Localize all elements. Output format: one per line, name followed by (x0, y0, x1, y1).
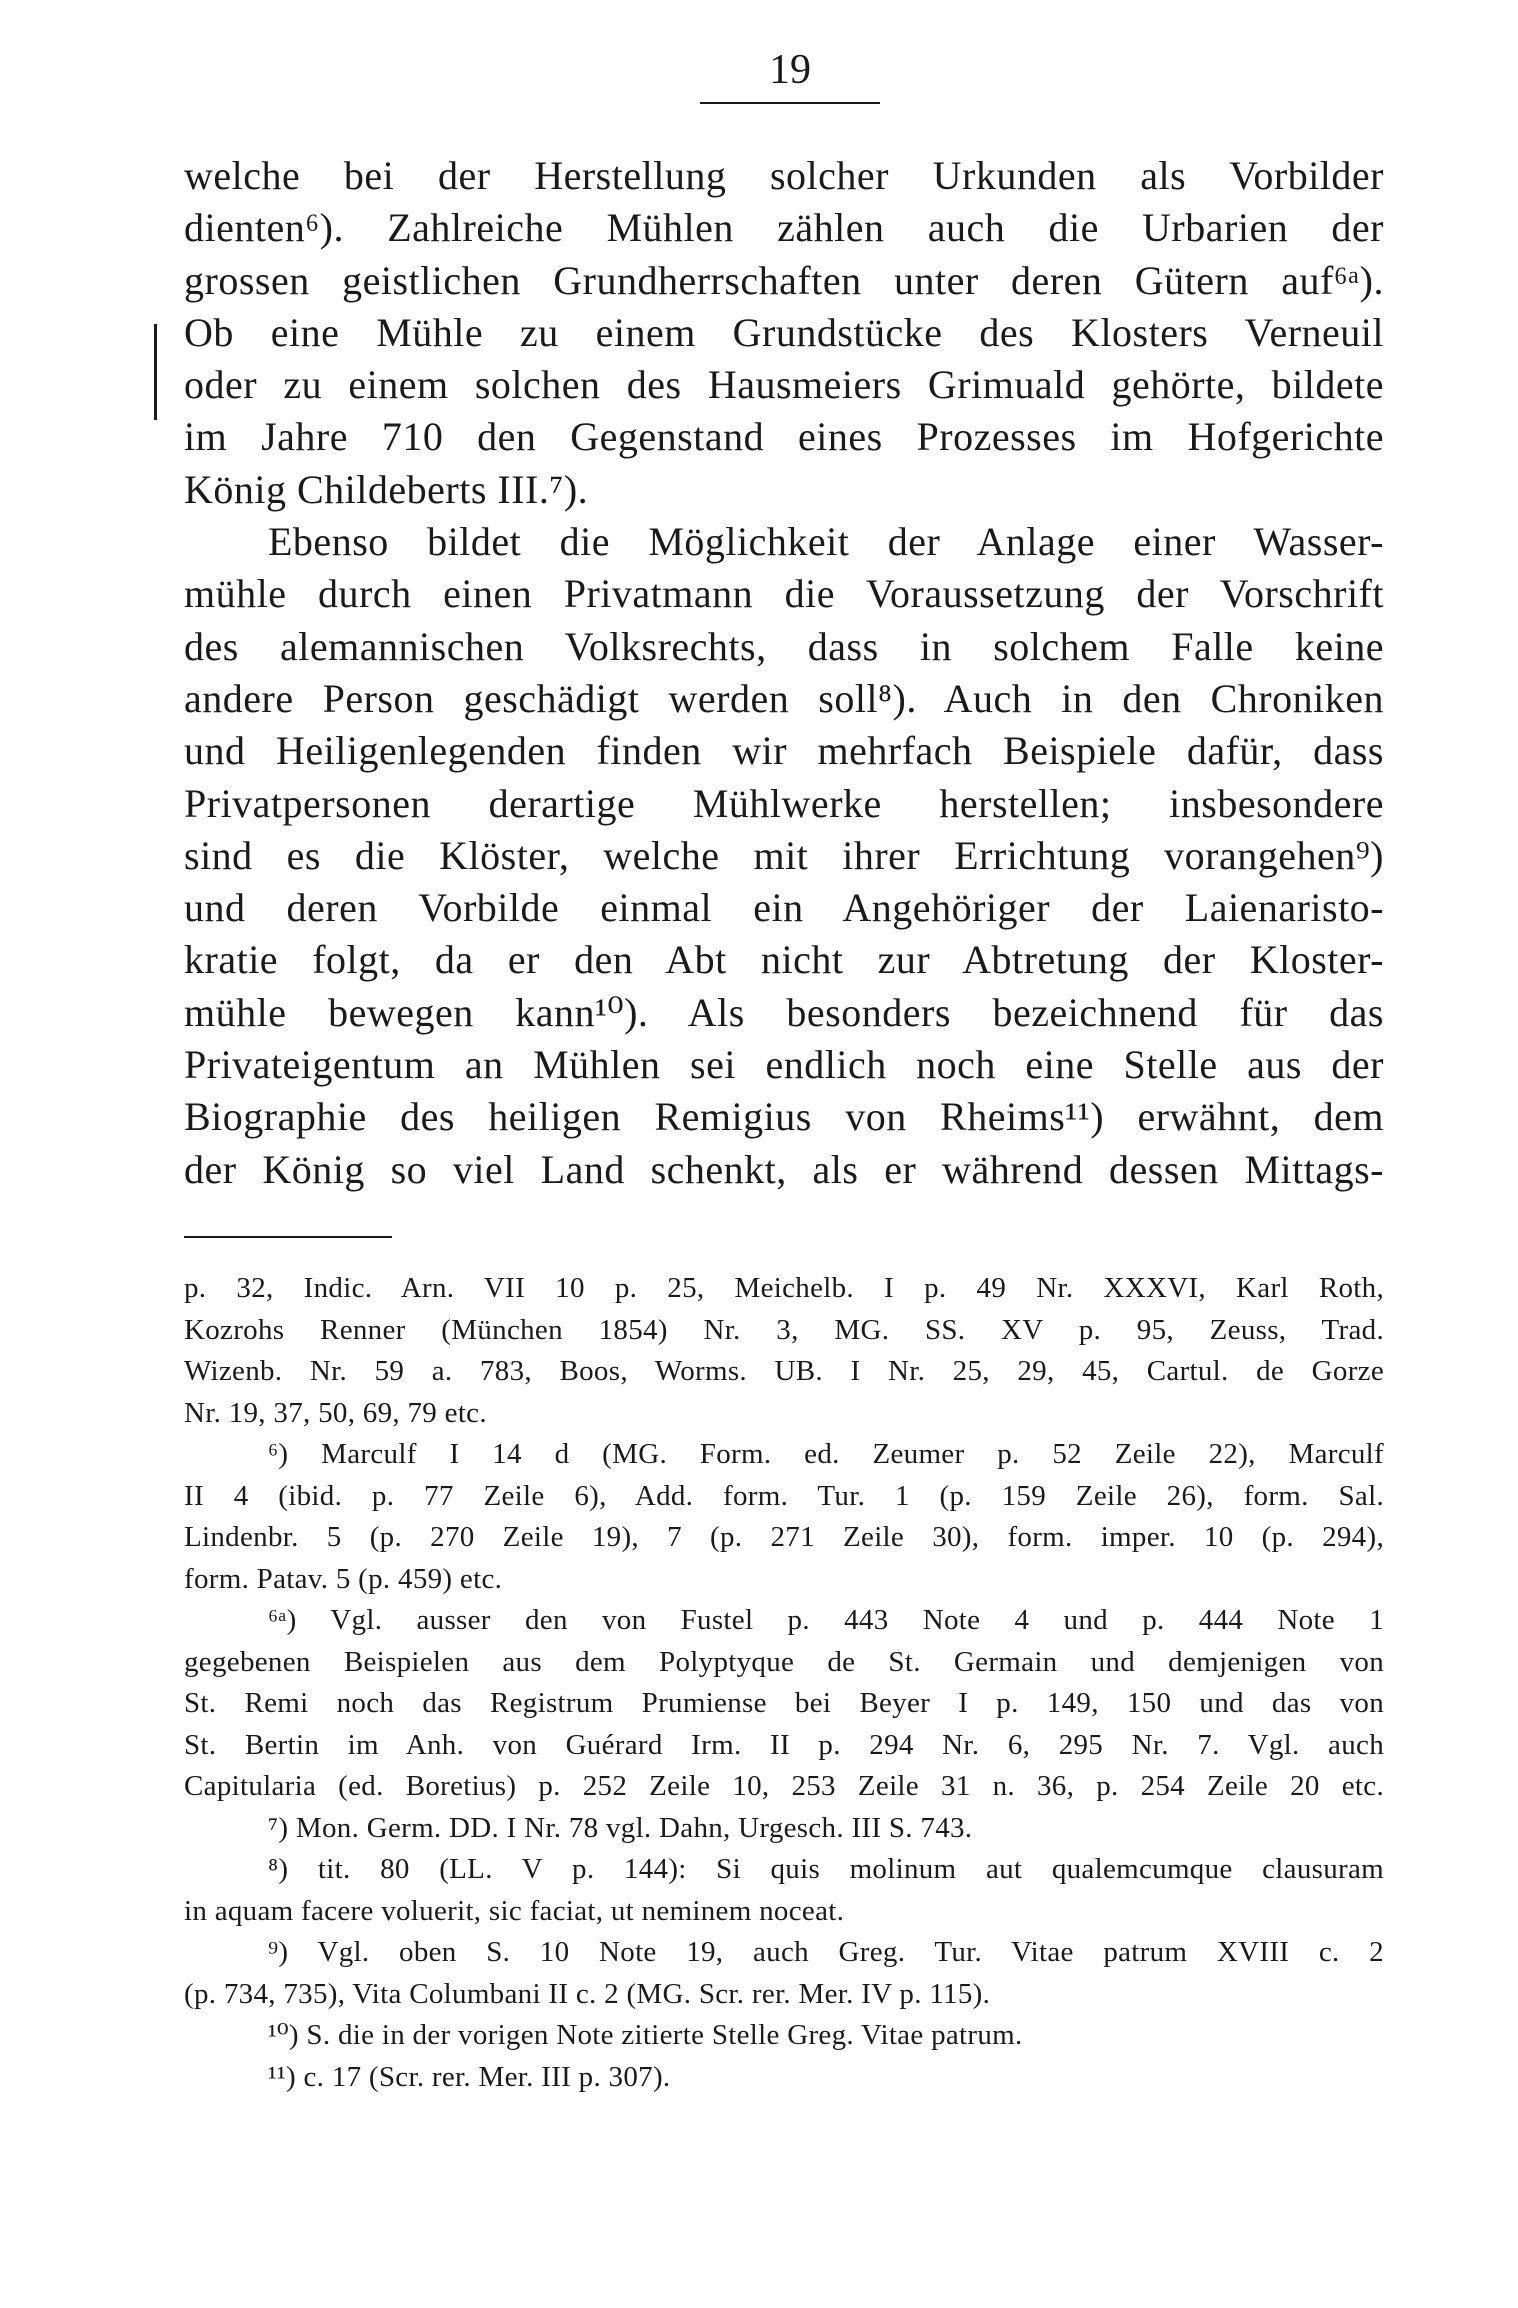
footnote-line: Capitularia (ed. Boretius) p. 252 Zeile 10, 253 Zeile 31 n. 36, p. 254 Zeile 20 etc. (184, 1770, 1384, 1802)
footnote-line: ⁹) Vgl. oben S. 10 Note 19, auch Greg. Tur. Vitae patrum XVIII c. 2 (268, 1936, 1384, 1968)
text-line: Ob eine Mühle zu einem Grundstücke des Klosters Verneuil (184, 309, 1384, 355)
text-line: und deren Vorbilde einmal ein Angehöriger der Laienaristo- (184, 885, 1384, 931)
footnote-line: St. Remi noch das Registrum Prumiense bei Beyer I p. 149, 150 und das von (184, 1687, 1384, 1719)
footnote-rule (184, 1236, 392, 1238)
page-number: 19 (769, 47, 811, 93)
footnote-line: Kozrohs Renner (München 1854) Nr. 3, MG. SS. XV p. 95, Zeuss, Trad. (184, 1313, 1384, 1346)
footnote-line: (p. 734, 735), Vita Columbani II c. 2 (MG. Scr. rer. Mer. IV p. 115). (184, 1977, 991, 2010)
text-line: Biographie des heiligen Remigius von Rheims¹¹) erwähnt, dem (184, 1094, 1384, 1140)
footnote-line: in aquam facere voluerit, sic faciat, ut neminem noceat. (184, 1894, 845, 1927)
text-line: und Heiligenlegenden finden wir mehrfach Beispiele dafür, dass (184, 728, 1384, 774)
text-line: andere Person geschädigt werden soll⁸). Auch in den Chroniken (184, 675, 1384, 721)
text-line: mühle durch einen Privatmann die Voraussetzung der Vorschrift (184, 571, 1384, 617)
text-line: oder zu einem solchen des Hausmeiers Grimuald gehörte, bildete (184, 362, 1384, 408)
header-rule (700, 102, 880, 104)
footnote-line: ⁶ᵃ) Vgl. ausser den von Fustel p. 443 Note 4 und p. 444 Note 1 (268, 1604, 1384, 1636)
footnote-line: ¹⁰) S. die in der vorigen Note zitierte Stelle Greg. Vitae patrum. (268, 2019, 1023, 2051)
footnote-line: p. 32, Indic. Arn. VII 10 p. 25, Meichelb. I p. 49 Nr. XXXVI, Karl Roth, (184, 1272, 1384, 1304)
main-text (184, 150, 1384, 1196)
footnote-line: ⁸) tit. 80 (LL. V p. 144): Si quis molinum aut qualemcumque clausuram (268, 1853, 1384, 1885)
text-line: kratie folgt, da er den Abt nicht zur Abtretung der Kloster- (184, 937, 1384, 983)
footnote-line: St. Bertin im Anh. von Guérard Irm. II p. 294 Nr. 6, 295 Nr. 7. Vgl. auch (184, 1728, 1384, 1761)
text-line: sind es die Klöster, welche mit ihrer Errichtung vorangehen⁹) (184, 832, 1384, 878)
text-line: dienten⁶). Zahlreiche Mühlen zählen auch die Urbarien der (184, 205, 1384, 251)
text-line: Ebenso bildet die Möglichkeit der Anlage einer Wasser- (268, 519, 1384, 565)
margin-mark (154, 324, 157, 420)
text-line: welche bei der Herstellung solcher Urkunden als Vorbilder (184, 153, 1384, 198)
text-line: Privateigentum an Mühlen sei endlich noch eine Stelle aus der (184, 1042, 1384, 1088)
footnote-line: gegebenen Beispielen aus dem Polyptyque de St. Germain und demjenigen von (184, 1645, 1384, 1678)
text-line: der König so viel Land schenkt, als er während dessen Mittags- (184, 1146, 1384, 1192)
footnote-line: Wizenb. Nr. 59 a. 783, Boos, Worms. UB. I Nr. 25, 29, 45, Cartul. de Gorze (184, 1355, 1384, 1387)
footnotes (184, 1268, 1384, 2098)
footnote-line: form. Patav. 5 (p. 459) etc. (184, 1562, 503, 1595)
footnote-line: II 4 (ibid. p. 77 Zeile 6), Add. form. Tur. 1 (p. 159 Zeile 26), form. Sal. (184, 1479, 1384, 1512)
text-line: grossen geistlichen Grundherrschaften unter deren Gütern auf⁶ᵃ). (184, 257, 1384, 303)
footnote-line: ⁷) Mon. Germ. DD. I Nr. 78 vgl. Dahn, Urgesch. III S. 743. (268, 1811, 973, 1844)
footnote-line: Lindenbr. 5 (p. 270 Zeile 19), 7 (p. 271 Zeile 30), form. imper. 10 (p. 294), (184, 1521, 1384, 1553)
footnote-line: ⁶) Marculf I 14 d (MG. Form. ed. Zeumer p. 52 Zeile 22), Marculf (268, 1438, 1384, 1470)
footnote-line: Nr. 19, 37, 50, 69, 79 etc. (184, 1396, 487, 1429)
text-line: im Jahre 710 den Gegenstand eines Prozesses im Hofgerichte (184, 414, 1384, 460)
text-line: Privatpersonen derartige Mühlwerke herstellen; insbesondere (184, 780, 1384, 826)
text-line: des alemannischen Volksrechts, dass in solchem Falle keine (184, 623, 1384, 669)
text-line: König Childeberts III.⁷). (184, 466, 589, 512)
footnote-line: ¹¹) c. 17 (Scr. rer. Mer. III p. 307). (268, 2060, 671, 2093)
text-line: mühle bewegen kann¹⁰). Als besonders bezeichnend für das (184, 989, 1384, 1035)
